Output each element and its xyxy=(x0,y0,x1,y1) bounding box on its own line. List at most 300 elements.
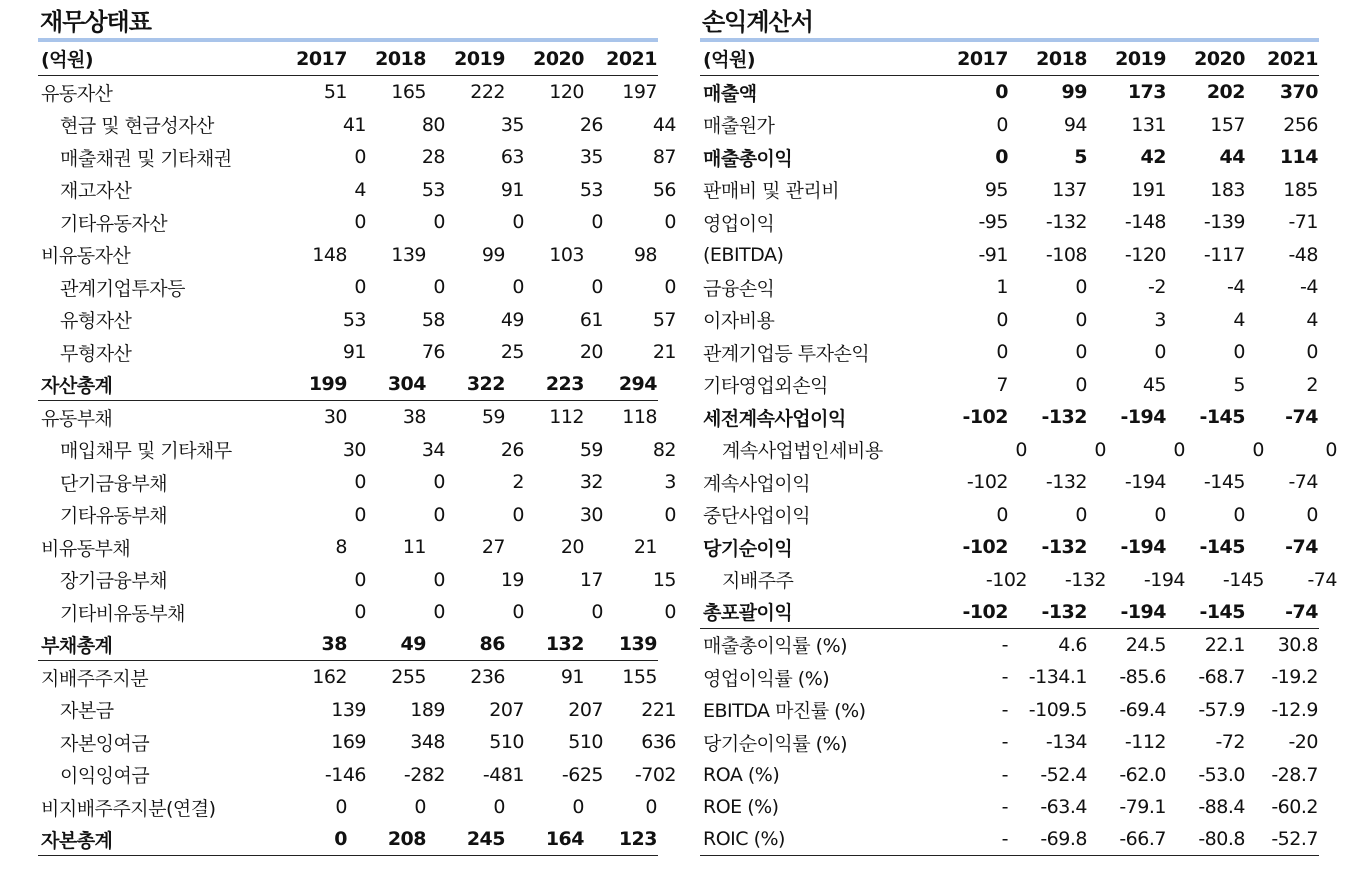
value-cell: - xyxy=(1001,698,1008,721)
table-row xyxy=(38,109,676,142)
value-cell: 118 xyxy=(622,406,657,429)
value-cell: -63.4 xyxy=(1040,796,1087,819)
value-cell: 103 xyxy=(549,243,584,266)
value-cell: 202 xyxy=(1206,81,1245,104)
value-cell: 0 xyxy=(1154,503,1166,526)
table-row xyxy=(700,109,1319,142)
value-cell: 0 xyxy=(1075,341,1087,364)
year-header: 2021 xyxy=(1267,47,1318,70)
row-label: 단기금융부채 xyxy=(60,472,168,495)
value-cell: 30 xyxy=(579,503,603,526)
row-label: 금융손익 xyxy=(703,277,775,300)
year-header: 2018 xyxy=(1036,47,1087,70)
value-cell: 120 xyxy=(549,81,584,104)
value-cell: -66.7 xyxy=(1119,828,1166,851)
value-cell: 24.5 xyxy=(1125,633,1166,656)
value-cell: -625 xyxy=(561,763,603,786)
value-cell: 0 xyxy=(996,308,1008,331)
table-row xyxy=(38,596,676,629)
value-cell: 139 xyxy=(618,633,657,656)
value-cell: 0 xyxy=(591,211,603,234)
income-statement-title: 손익계산서 xyxy=(702,8,813,36)
value-cell: -132 xyxy=(1041,600,1087,623)
value-cell: 0 xyxy=(1094,438,1106,461)
row-label: 지배주주지분 xyxy=(41,667,149,690)
value-cell: -2 xyxy=(1148,276,1166,299)
value-cell: -194 xyxy=(1120,406,1166,429)
row-label: 이자비용 xyxy=(703,310,775,333)
value-cell: 21 xyxy=(633,536,657,559)
value-cell: 0 xyxy=(433,471,445,494)
table-row xyxy=(38,206,676,239)
value-cell: -117 xyxy=(1203,243,1245,266)
value-cell: -145 xyxy=(1199,600,1245,623)
value-cell: 51 xyxy=(323,81,347,104)
value-cell: 0 xyxy=(645,796,657,819)
value-cell: 0 xyxy=(996,341,1008,364)
value-cell: 8 xyxy=(335,536,347,559)
value-cell: -134.1 xyxy=(1028,666,1087,689)
value-cell: -80.8 xyxy=(1198,828,1245,851)
table-row xyxy=(38,531,658,564)
value-cell: -85.6 xyxy=(1119,666,1166,689)
value-cell: 0 xyxy=(1252,438,1264,461)
value-cell: -12.9 xyxy=(1271,698,1318,721)
value-cell: 0 xyxy=(664,276,676,299)
value-cell: 44 xyxy=(652,113,676,136)
value-cell: -702 xyxy=(634,763,676,786)
value-cell: 139 xyxy=(331,698,366,721)
value-cell: 53 xyxy=(342,308,366,331)
value-cell: 0 xyxy=(664,601,676,624)
value-cell: -108 xyxy=(1045,243,1087,266)
value-cell: 256 xyxy=(1283,113,1318,136)
row-label: 매입채무 및 기타채무 xyxy=(60,440,232,463)
row-label: 비유동부채 xyxy=(41,537,131,560)
value-cell: -132 xyxy=(1045,211,1087,234)
value-cell: 348 xyxy=(410,731,445,754)
value-cell: 4 xyxy=(1306,308,1318,331)
value-cell: 34 xyxy=(421,438,445,461)
value-cell: 0 xyxy=(1306,341,1318,364)
value-cell: 76 xyxy=(421,341,445,364)
row-label: ROA (%) xyxy=(703,763,780,786)
value-cell: 91 xyxy=(500,178,524,201)
value-cell: -134 xyxy=(1045,731,1087,754)
value-cell: 189 xyxy=(410,698,445,721)
value-cell: 4 xyxy=(1233,308,1245,331)
value-cell: -145 xyxy=(1222,568,1264,591)
row-label: 영업이익률 (%) xyxy=(703,667,830,690)
value-cell: 35 xyxy=(579,146,603,169)
value-cell: - xyxy=(1001,633,1008,656)
value-cell: 137 xyxy=(1052,178,1087,201)
value-cell: 173 xyxy=(1127,81,1166,104)
value-cell: -20 xyxy=(1288,731,1318,754)
value-cell: 5 xyxy=(1233,373,1245,396)
value-cell: 32 xyxy=(579,471,603,494)
value-cell: -74 xyxy=(1285,600,1318,623)
value-cell: 0 xyxy=(512,211,524,234)
value-cell: 0 xyxy=(354,471,366,494)
value-cell: 7 xyxy=(996,373,1008,396)
value-cell: 636 xyxy=(641,731,676,754)
table-row xyxy=(700,206,1319,239)
table-row xyxy=(700,661,1319,694)
value-cell: 11 xyxy=(402,536,426,559)
row-label: 영업이익 xyxy=(703,212,775,235)
value-cell: 0 xyxy=(996,113,1008,136)
value-cell: 59 xyxy=(481,406,505,429)
value-cell: -4 xyxy=(1300,276,1318,299)
value-cell: 0 xyxy=(996,503,1008,526)
value-cell: -102 xyxy=(966,471,1008,494)
value-cell: 0 xyxy=(493,796,505,819)
table-row xyxy=(38,141,676,174)
value-cell: 94 xyxy=(1063,113,1087,136)
table-row xyxy=(700,434,1337,467)
value-cell: -74 xyxy=(1285,406,1318,429)
value-cell: 131 xyxy=(1131,113,1166,136)
value-cell: 208 xyxy=(387,828,426,851)
value-cell: 0 xyxy=(414,796,426,819)
value-cell: 236 xyxy=(470,666,505,689)
value-cell: -139 xyxy=(1203,211,1245,234)
table-row xyxy=(700,239,1319,272)
value-cell: 0 xyxy=(354,211,366,234)
value-cell: - xyxy=(1001,731,1008,754)
value-cell: 57 xyxy=(652,308,676,331)
row-label: 계속사업법인세비용 xyxy=(722,440,883,463)
value-cell: 1 xyxy=(996,276,1008,299)
value-cell: 0 xyxy=(354,568,366,591)
table-row xyxy=(700,726,1319,759)
value-cell: 255 xyxy=(391,666,426,689)
table-row xyxy=(38,401,658,434)
value-cell: 30 xyxy=(342,438,366,461)
value-cell: 245 xyxy=(466,828,505,851)
value-cell: 148 xyxy=(312,243,347,266)
value-cell: 294 xyxy=(618,373,657,396)
value-cell: 157 xyxy=(1210,113,1245,136)
value-cell: - xyxy=(1001,796,1008,819)
row-label: 기타유동자산 xyxy=(60,212,168,235)
income-statement-panel xyxy=(700,0,1337,856)
table-row xyxy=(700,694,1319,727)
value-cell: -145 xyxy=(1199,406,1245,429)
value-cell: -4 xyxy=(1227,276,1245,299)
value-cell: 21 xyxy=(652,341,676,364)
value-cell: 44 xyxy=(1219,146,1245,169)
table-row xyxy=(38,369,658,402)
year-header: 2017 xyxy=(296,47,347,70)
table-row xyxy=(38,271,676,304)
value-cell: 59 xyxy=(579,438,603,461)
row-label: 매출원가 xyxy=(703,115,775,138)
value-cell: 0 xyxy=(1015,438,1027,461)
value-cell: 207 xyxy=(489,698,524,721)
value-cell: 0 xyxy=(664,211,676,234)
value-cell: -60.2 xyxy=(1271,796,1318,819)
value-cell: 0 xyxy=(354,146,366,169)
table-row xyxy=(38,824,658,857)
value-cell: -194 xyxy=(1120,600,1166,623)
row-label: 자본잉여금 xyxy=(60,732,150,755)
value-cell: 27 xyxy=(481,536,505,559)
row-label: 무형자산 xyxy=(60,342,132,365)
value-cell: 20 xyxy=(560,536,584,559)
value-cell: 112 xyxy=(549,406,584,429)
value-cell: -48 xyxy=(1288,243,1318,266)
value-cell: 169 xyxy=(331,731,366,754)
value-cell: 155 xyxy=(622,666,657,689)
value-cell: 0 xyxy=(1154,341,1166,364)
value-cell: 223 xyxy=(545,373,584,396)
value-cell: 45 xyxy=(1142,373,1166,396)
row-label: 장기금융부채 xyxy=(60,570,168,593)
value-cell: - xyxy=(1001,666,1008,689)
table-row xyxy=(700,759,1319,792)
row-label: 기타비유동부채 xyxy=(60,602,185,625)
value-cell: -194 xyxy=(1143,568,1185,591)
value-cell: -91 xyxy=(978,243,1008,266)
value-cell: 0 xyxy=(512,276,524,299)
value-cell: 91 xyxy=(342,341,366,364)
row-label: 부채총계 xyxy=(41,634,113,657)
value-cell: 99 xyxy=(481,243,505,266)
year-header: 2020 xyxy=(1194,47,1245,70)
value-cell: 0 xyxy=(512,601,524,624)
income-statement-rows xyxy=(700,76,1337,856)
value-cell: 199 xyxy=(308,373,347,396)
value-cell: -52.4 xyxy=(1040,763,1087,786)
value-cell: -146 xyxy=(324,763,366,786)
value-cell: 53 xyxy=(579,178,603,201)
value-cell: 41 xyxy=(342,113,366,136)
value-cell: -79.1 xyxy=(1119,796,1166,819)
value-cell: 304 xyxy=(387,373,426,396)
table-row xyxy=(700,499,1319,532)
row-label: 지배주주 xyxy=(722,570,794,593)
value-cell: 0 xyxy=(1325,438,1337,461)
value-cell: 38 xyxy=(321,633,347,656)
value-cell: 28 xyxy=(421,146,445,169)
value-cell: -57.9 xyxy=(1198,698,1245,721)
table-row xyxy=(38,174,676,207)
value-cell: -109.5 xyxy=(1028,698,1087,721)
value-cell: 56 xyxy=(652,178,676,201)
table-row xyxy=(38,76,658,109)
row-label: 총포괄이익 xyxy=(703,602,793,625)
value-cell: 0 xyxy=(354,276,366,299)
table-row xyxy=(38,466,676,499)
row-label: 중단사업이익 xyxy=(703,505,811,528)
value-cell: -74 xyxy=(1288,471,1318,494)
value-cell: 49 xyxy=(400,633,426,656)
value-cell: 17 xyxy=(579,568,603,591)
row-label: 매출총이익률 (%) xyxy=(703,635,848,658)
table-row xyxy=(700,271,1319,304)
table-row xyxy=(700,369,1319,402)
value-cell: 35 xyxy=(500,113,524,136)
row-label: 판매비 및 관리비 xyxy=(703,180,840,203)
value-cell: 0 xyxy=(433,276,445,299)
value-cell: 30 xyxy=(323,406,347,429)
value-cell: 0 xyxy=(1173,438,1185,461)
value-cell: 99 xyxy=(1061,81,1087,104)
value-cell: 82 xyxy=(652,438,676,461)
value-cell: -69.8 xyxy=(1040,828,1087,851)
value-cell: -71 xyxy=(1288,211,1318,234)
table-row xyxy=(38,499,676,532)
year-header: 2019 xyxy=(454,47,505,70)
value-cell: -145 xyxy=(1199,536,1245,559)
value-cell: 0 xyxy=(995,146,1008,169)
value-cell: -72 xyxy=(1215,731,1245,754)
value-cell: 2 xyxy=(1306,373,1318,396)
value-cell: 0 xyxy=(512,503,524,526)
value-cell: -102 xyxy=(962,600,1008,623)
table-row xyxy=(700,401,1319,434)
value-cell: 2 xyxy=(512,471,524,494)
table-row xyxy=(38,629,658,662)
table-row xyxy=(700,336,1319,369)
value-cell: 4 xyxy=(354,178,366,201)
value-cell: 0 xyxy=(354,503,366,526)
value-cell: 87 xyxy=(652,146,676,169)
row-label: 이익잉여금 xyxy=(60,765,150,788)
table-header xyxy=(38,42,658,76)
value-cell: 132 xyxy=(545,633,584,656)
value-cell: 25 xyxy=(500,341,524,364)
row-label: 현금 및 현금성자산 xyxy=(60,115,214,138)
value-cell: 26 xyxy=(500,438,524,461)
row-label: 매출총이익 xyxy=(703,147,793,170)
row-label: 자산총계 xyxy=(41,374,113,397)
value-cell: 191 xyxy=(1131,178,1166,201)
unit-label: (억원) xyxy=(703,49,756,71)
row-label: EBITDA 마진률 (%) xyxy=(703,700,866,723)
value-cell: 53 xyxy=(421,178,445,201)
value-cell: 0 xyxy=(1075,308,1087,331)
row-label: 매출채권 및 기타채권 xyxy=(60,147,232,170)
value-cell: 139 xyxy=(391,243,426,266)
table-row xyxy=(700,824,1319,857)
value-cell: 0 xyxy=(591,601,603,624)
table-row xyxy=(700,466,1319,499)
value-cell: 22.1 xyxy=(1204,633,1245,656)
value-cell: 95 xyxy=(984,178,1008,201)
table-row xyxy=(38,759,676,792)
table-row xyxy=(38,661,658,694)
value-cell: -132 xyxy=(1041,406,1087,429)
row-label: 관계기업등 투자손익 xyxy=(703,342,870,365)
value-cell: -88.4 xyxy=(1198,796,1245,819)
value-cell: 19 xyxy=(500,568,524,591)
year-header: 2020 xyxy=(533,47,584,70)
value-cell: -120 xyxy=(1124,243,1166,266)
value-cell: -194 xyxy=(1124,471,1166,494)
balance-sheet-panel xyxy=(38,0,676,856)
year-header: 2018 xyxy=(375,47,426,70)
table-row xyxy=(38,726,676,759)
value-cell: 4.6 xyxy=(1058,633,1087,656)
value-cell: 510 xyxy=(489,731,524,754)
value-cell: 42 xyxy=(1140,146,1166,169)
value-cell: 15 xyxy=(652,568,676,591)
table-row xyxy=(700,304,1319,337)
year-header: 2021 xyxy=(606,47,657,70)
value-cell: 0 xyxy=(1306,503,1318,526)
value-cell: -68.7 xyxy=(1198,666,1245,689)
value-cell: 114 xyxy=(1279,146,1318,169)
value-cell: 63 xyxy=(500,146,524,169)
value-cell: -74 xyxy=(1285,536,1318,559)
value-cell: 0 xyxy=(664,503,676,526)
value-cell: -148 xyxy=(1124,211,1166,234)
value-cell: 3 xyxy=(664,471,676,494)
value-cell: 91 xyxy=(560,666,584,689)
value-cell: 61 xyxy=(579,308,603,331)
row-label: 유동부채 xyxy=(41,407,113,430)
row-label: (EBITDA) xyxy=(703,243,784,266)
value-cell: -102 xyxy=(962,536,1008,559)
value-cell: 222 xyxy=(470,81,505,104)
value-cell: 0 xyxy=(354,601,366,624)
year-header: 2017 xyxy=(957,47,1008,70)
value-cell: 3 xyxy=(1154,308,1166,331)
balance-sheet-title: 재무상태표 xyxy=(40,8,151,36)
row-label: 비유동자산 xyxy=(41,245,131,268)
value-cell: 5 xyxy=(1074,146,1087,169)
row-label: 기타유동부채 xyxy=(60,505,168,528)
row-label: 매출액 xyxy=(703,82,757,105)
value-cell: - xyxy=(1001,828,1008,851)
table-header xyxy=(700,42,1319,76)
value-cell: 98 xyxy=(633,243,657,266)
table-row xyxy=(38,564,676,597)
value-cell: 164 xyxy=(545,828,584,851)
table-row xyxy=(700,174,1319,207)
value-cell: 183 xyxy=(1210,178,1245,201)
value-cell: -95 xyxy=(978,211,1008,234)
value-cell: 221 xyxy=(641,698,676,721)
value-cell: 185 xyxy=(1283,178,1318,201)
row-label: ROIC (%) xyxy=(703,828,785,851)
value-cell: 58 xyxy=(421,308,445,331)
value-cell: 162 xyxy=(312,666,347,689)
value-cell: 0 xyxy=(1233,503,1245,526)
value-cell: 123 xyxy=(618,828,657,851)
balance-sheet-rows xyxy=(38,76,676,856)
value-cell: 207 xyxy=(568,698,603,721)
table-row xyxy=(700,596,1319,629)
value-cell: 0 xyxy=(591,276,603,299)
value-cell: 86 xyxy=(479,633,505,656)
value-cell: 0 xyxy=(572,796,584,819)
row-label: 재고자산 xyxy=(60,180,132,203)
table-row xyxy=(38,304,676,337)
table-row xyxy=(700,76,1319,109)
row-label: 자본총계 xyxy=(41,829,113,852)
value-cell: 0 xyxy=(1075,373,1087,396)
value-cell: 30.8 xyxy=(1277,633,1318,656)
table-row xyxy=(38,336,676,369)
year-header: 2019 xyxy=(1115,47,1166,70)
row-label: 유동자산 xyxy=(41,82,113,105)
row-label: 세전계속사업이익 xyxy=(703,407,846,430)
value-cell: 0 xyxy=(334,828,347,851)
